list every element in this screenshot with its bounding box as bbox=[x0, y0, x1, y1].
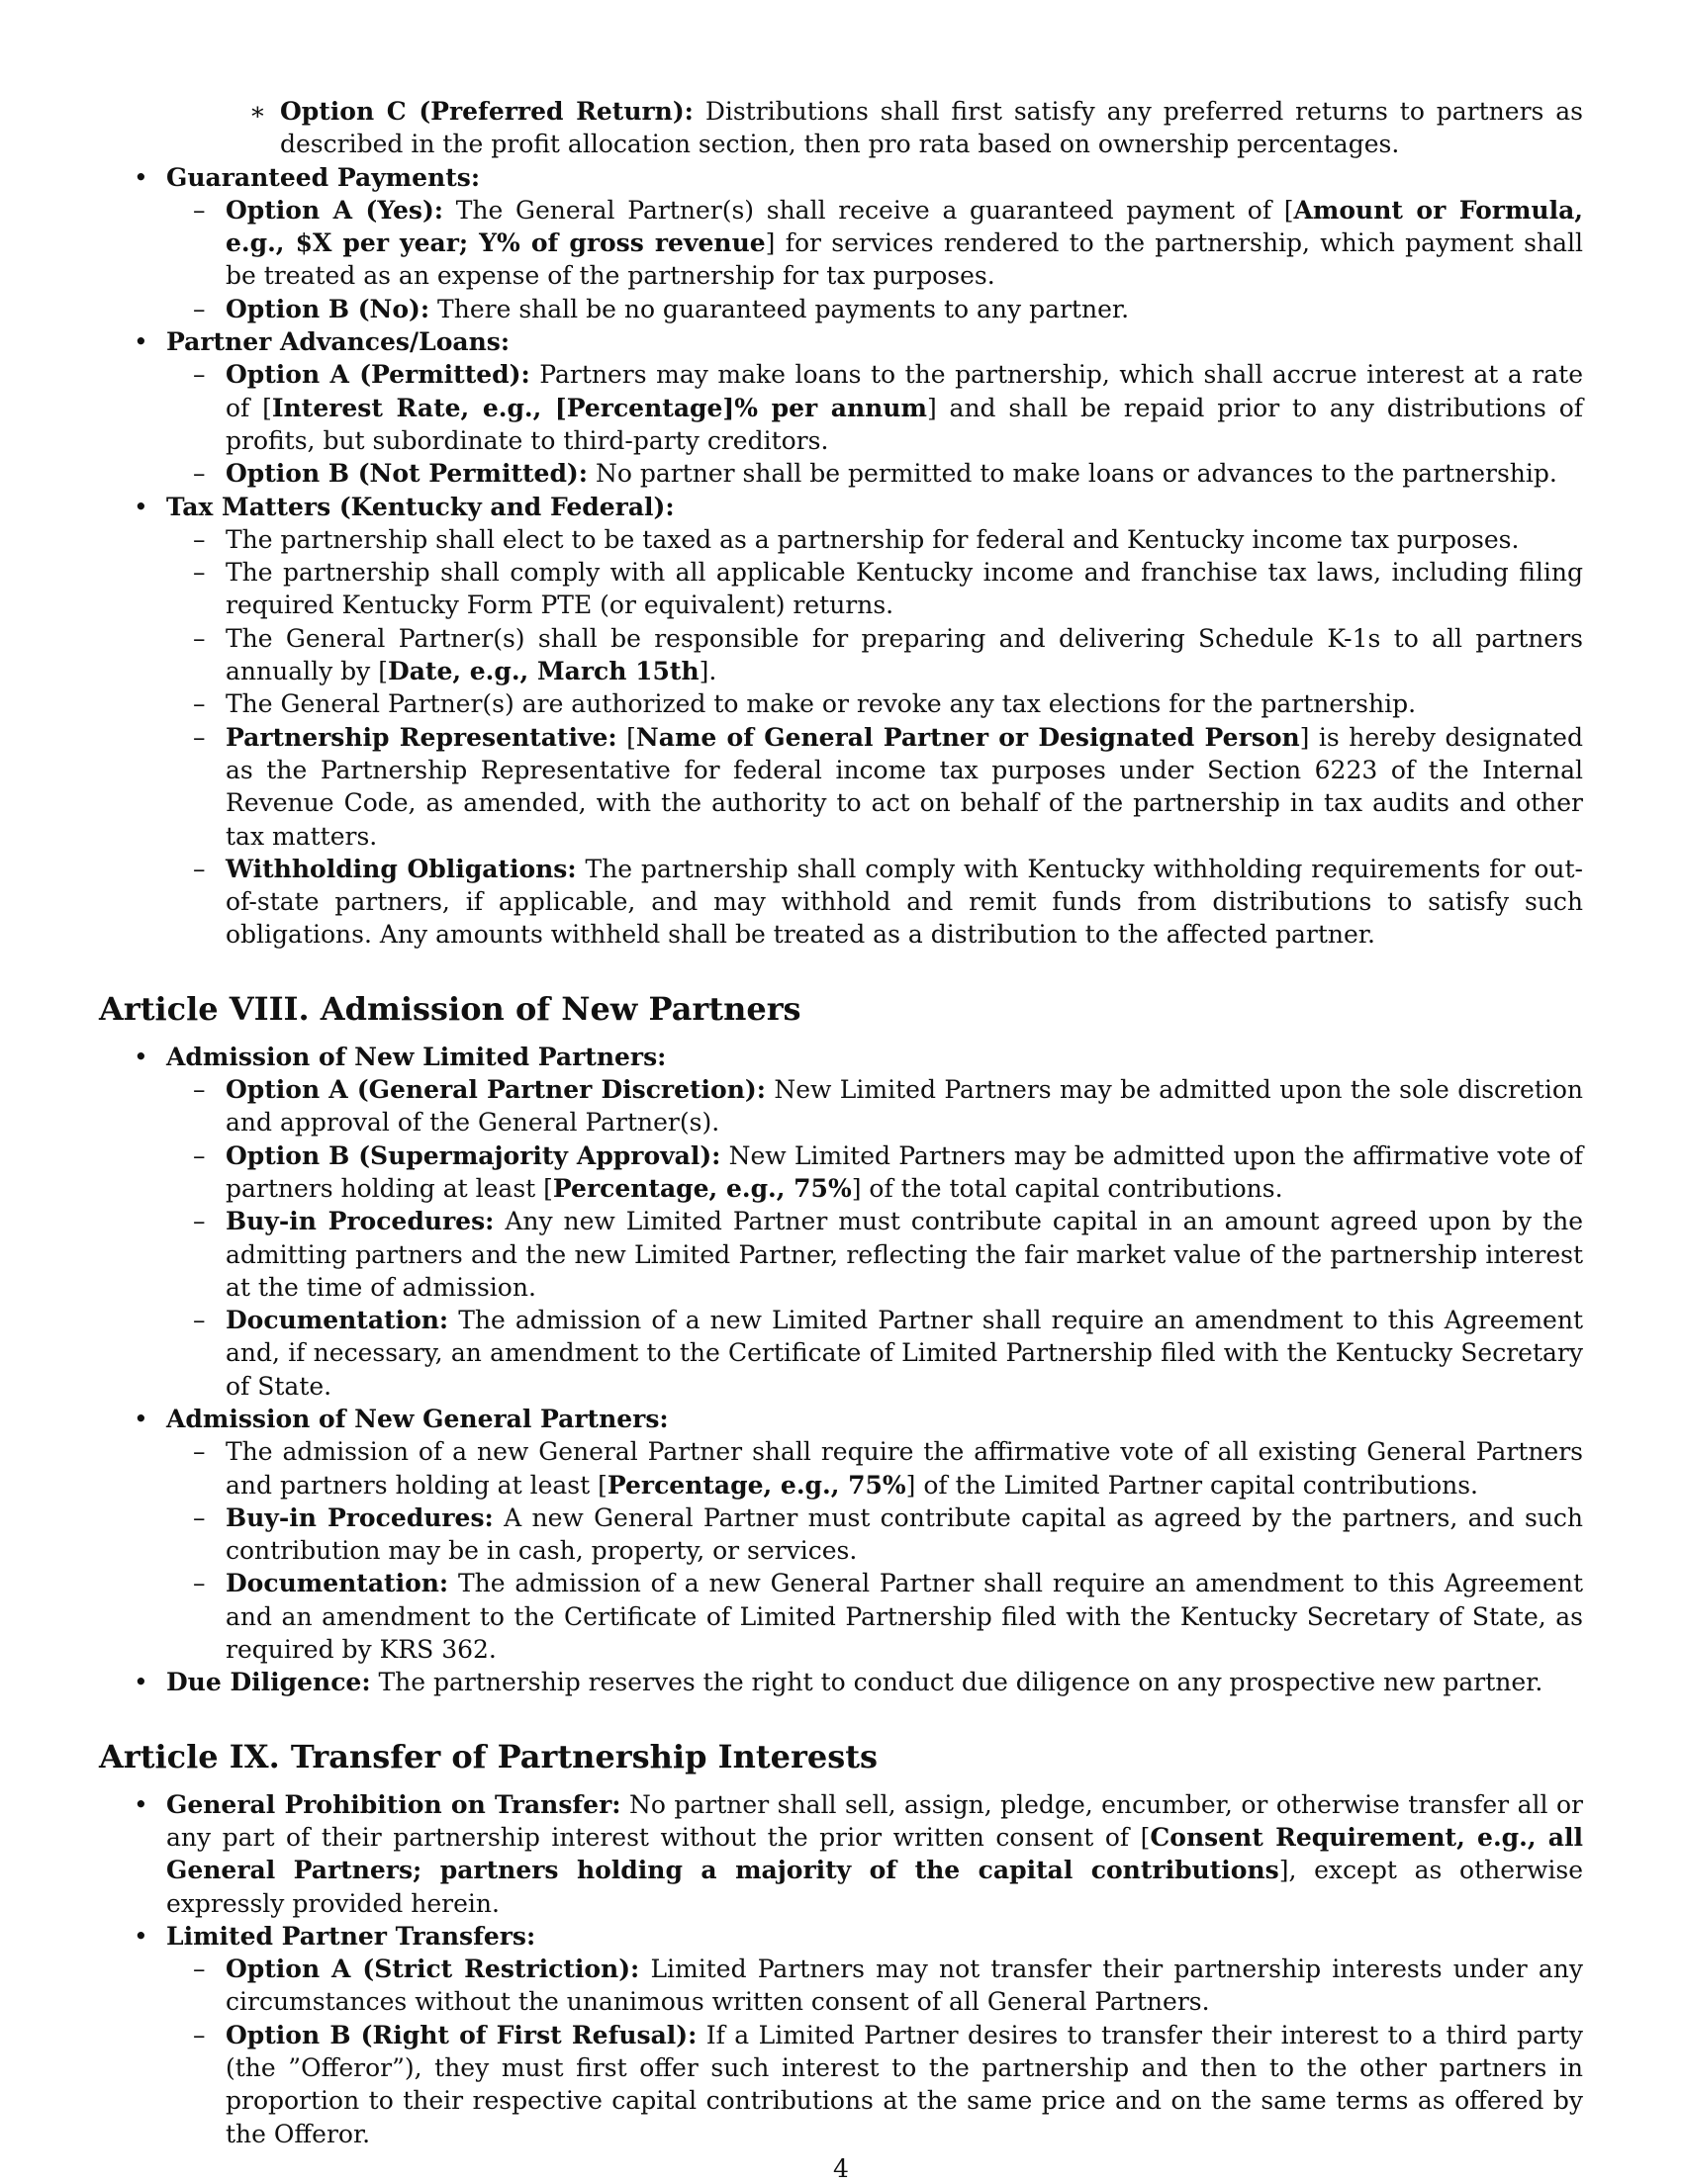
list-item bbox=[99, 1435, 1583, 1502]
list-item bbox=[99, 293, 1583, 325]
item-label: Partner Advances/Loans: bbox=[166, 327, 511, 357]
list-item bbox=[99, 721, 1583, 853]
item-text: [ bbox=[616, 722, 636, 752]
item-text: The partnership shall elect to be taxed as a partnership for federal and Kentucky income tax purposes. bbox=[226, 524, 1520, 554]
list-marker: • bbox=[134, 327, 148, 357]
list-item bbox=[99, 2019, 1583, 2150]
list-marker: – bbox=[193, 360, 206, 390]
list-item bbox=[99, 457, 1583, 490]
item-placeholder: Percentage, e.g., 75% bbox=[607, 1470, 906, 1500]
list-marker: – bbox=[193, 2020, 206, 2049]
item-text: New Limited Partners may be admitted upon the affirmative vote of partners holding at least [ bbox=[226, 1140, 1584, 1203]
list-item bbox=[99, 1953, 1583, 2019]
list-item bbox=[99, 1139, 1583, 1206]
list-item bbox=[99, 1788, 1583, 1920]
list-item bbox=[99, 1304, 1583, 1403]
item-text: Limited Partners may not transfer their partnership interests under any circumstances without the unanimous written consent of all General Partners. bbox=[226, 1955, 1583, 2017]
list-marker: • bbox=[134, 1042, 148, 1071]
item-label: Option C (Preferred Return): bbox=[280, 97, 694, 126]
list-item bbox=[99, 853, 1583, 952]
page-number: 4 bbox=[833, 2154, 849, 2183]
item-text-2: ] of the total capital contributions. bbox=[851, 1173, 1283, 1203]
item-placeholder: Name of General Partner or Designated Person bbox=[635, 722, 1300, 752]
list-marker: – bbox=[193, 1437, 206, 1467]
item-text: The partnership shall comply with Kentucky withholding requirements for out-of-state partners, if applicable, and may withhold and remit funds from distributions to satisfy such obligations. Any amounts withheld shall be treated as a distribution to the affected partner. bbox=[226, 854, 1583, 950]
item-placeholder: Consent Requirement, e.g., all General Partners; partners holding a majority of the capital contributions bbox=[166, 1822, 1583, 1885]
list-item bbox=[99, 358, 1583, 457]
item-label: Option A (Yes): bbox=[226, 195, 444, 225]
item-label: Admission of New General Partners: bbox=[166, 1404, 669, 1433]
item-text: The General Partner(s) are authorized to make or revoke any tax elections for the partnership. bbox=[226, 689, 1417, 719]
list-marker: • bbox=[134, 1921, 148, 1951]
list-item bbox=[99, 1920, 1583, 1953]
list-item bbox=[99, 1041, 1583, 1073]
item-label: Option A (Strict Restriction): bbox=[226, 1955, 640, 1984]
item-text: A new General Partner must contribute capital as agreed by the partners, and such contribution may be in cash, property, or services. bbox=[226, 1502, 1583, 1566]
list-item bbox=[99, 95, 1583, 161]
list-marker: – bbox=[193, 1569, 206, 1598]
list-item bbox=[99, 1073, 1583, 1139]
item-placeholder: Date, e.g., March 15th bbox=[388, 657, 700, 686]
document-page bbox=[99, 95, 1583, 2150]
list-item bbox=[99, 1666, 1583, 1698]
list-item bbox=[99, 1502, 1583, 1568]
list-item bbox=[99, 491, 1583, 523]
list-marker: • bbox=[134, 1668, 148, 1697]
item-text: The partnership shall comply with all applicable Kentucky income and franchise tax laws, including filing required Kentucky Form PTE (or equivalent) returns. bbox=[226, 558, 1583, 620]
item-label: Option B (Not Permitted): bbox=[226, 459, 588, 489]
item-label: Limited Partner Transfers: bbox=[166, 1921, 536, 1951]
item-text: The admission of a new General Partner shall require an amendment to this Agreement and an amendment to the Certificate of Limited Partnership filed with the Kentucky Secretary of State, as required by KRS 362. bbox=[226, 1569, 1583, 1665]
list-marker: • bbox=[134, 1404, 148, 1433]
list-item bbox=[99, 1567, 1583, 1666]
item-text: If a Limited Partner desires to transfer their interest to a third party (the ”Offeror”), they must first offer such interest to the partnership and then to the other partners in proportion to their respective capital contributions at the same price and on the same terms as offered by the Offeror. bbox=[226, 2020, 1583, 2148]
list-item bbox=[99, 161, 1583, 194]
list-item bbox=[99, 1403, 1583, 1435]
item-label: Option A (Permitted): bbox=[226, 360, 530, 390]
list-marker: – bbox=[193, 1502, 206, 1532]
list-item bbox=[99, 687, 1583, 720]
list-marker: – bbox=[193, 854, 206, 883]
item-text: New Limited Partners may be admitted upon the sole discretion and approval of the General Partner(s). bbox=[226, 1075, 1583, 1138]
item-label: Admission of New Limited Partners: bbox=[166, 1042, 667, 1071]
item-text-2: ]. bbox=[699, 657, 717, 686]
list-marker: – bbox=[193, 1207, 206, 1236]
list-item bbox=[99, 556, 1583, 622]
item-label: Option A (General Partner Discretion): bbox=[226, 1075, 766, 1105]
list-marker: – bbox=[193, 1140, 206, 1170]
list-item bbox=[99, 194, 1583, 293]
item-text-2: ] for services rendered to the partnership, which payment shall be treated as an expense of the partnership for tax purposes. bbox=[226, 228, 1583, 291]
list-marker: – bbox=[193, 558, 206, 588]
item-label: Documentation: bbox=[226, 1306, 449, 1335]
item-text: There shall be no guaranteed payments to any partner. bbox=[429, 294, 1130, 323]
list-marker: – bbox=[193, 1075, 206, 1105]
item-text-2: ], except as otherwise expressly provided herein. bbox=[166, 1856, 1584, 1918]
item-label: Option B (No): bbox=[226, 294, 430, 323]
item-text: Any new Limited Partner must contribute capital in an amount agreed upon by the admitting partners and the new Limited Partner, reflecting the fair market value of the partnership interest at the time of admission. bbox=[226, 1207, 1583, 1302]
item-text-2: ] of the Limited Partner capital contributions. bbox=[905, 1470, 1479, 1500]
list-marker: • bbox=[134, 492, 148, 521]
item-label: Option B (Right of First Refusal): bbox=[226, 2020, 698, 2049]
item-text: Partners may make loans to the partnership, which shall accrue interest at a rate of [ bbox=[226, 360, 1583, 422]
list-item bbox=[99, 325, 1583, 358]
item-text: The General Partner(s) shall receive a guaranteed payment of [ bbox=[443, 195, 1294, 225]
item-label: Buy-in Procedures: bbox=[226, 1207, 495, 1236]
article-heading: Article VIII. Admission of New Partners bbox=[99, 989, 801, 1028]
list-marker: – bbox=[193, 195, 206, 225]
item-text-2: ] is hereby designated as the Partnership Representative for federal income tax purposes under Section 6223 of the Internal Revenue Code, as amended, with the authority to act on behalf of the partnership in tax audits and other tax matters. bbox=[226, 722, 1583, 851]
item-label: Guaranteed Payments: bbox=[166, 162, 481, 192]
list-marker: ∗ bbox=[249, 97, 266, 126]
item-label: Due Diligence: bbox=[166, 1668, 371, 1697]
list-marker: – bbox=[193, 524, 206, 554]
list-marker: • bbox=[134, 162, 148, 192]
item-text-2: ] and shall be repaid prior to any distributions of profits, but subordinate to third-party creditors. bbox=[226, 393, 1583, 455]
item-label: General Prohibition on Transfer: bbox=[166, 1789, 621, 1819]
item-text: The admission of a new Limited Partner shall require an amendment to this Agreement and, if necessary, an amendment to the Certificate of Limited Partnership filed with the Kentucky Secretary of State. bbox=[226, 1306, 1583, 1401]
item-label: Withholding Obligations: bbox=[226, 854, 577, 883]
list-item bbox=[99, 622, 1583, 688]
item-text: The General Partner(s) shall be responsible for preparing and delivering Schedule K-1s to all partners annually by [ bbox=[226, 623, 1583, 686]
list-marker: – bbox=[193, 722, 206, 752]
list-marker: – bbox=[193, 689, 206, 719]
list-marker: – bbox=[193, 459, 206, 489]
list-marker: – bbox=[193, 1955, 206, 1984]
item-label: Documentation: bbox=[226, 1569, 449, 1598]
article-heading: Article IX. Transfer of Partnership Interests bbox=[99, 1737, 878, 1775]
item-text: The admission of a new General Partner shall require the affirmative vote of all existing General Partners and partners holding at least [ bbox=[226, 1437, 1583, 1500]
item-text: No partner shall be permitted to make loans or advances to the partnership. bbox=[588, 459, 1557, 489]
item-text: Distributions shall first satisfy any preferred returns to partners as described in the profit allocation section, then pro rata based on ownership percentages. bbox=[280, 97, 1583, 159]
list-item bbox=[99, 1205, 1583, 1304]
item-placeholder: Percentage, e.g., 75% bbox=[552, 1173, 852, 1203]
list-marker: • bbox=[134, 1789, 148, 1819]
item-label: Option B (Supermajority Approval): bbox=[226, 1140, 721, 1170]
item-placeholder: Amount or Formula, e.g., $X per year; Y% of gross revenue bbox=[226, 195, 1583, 258]
list-marker: – bbox=[193, 623, 206, 653]
item-label: Buy-in Procedures: bbox=[226, 1502, 494, 1532]
item-text: The partnership reserves the right to conduct due diligence on any prospective new partner. bbox=[370, 1668, 1543, 1697]
list-item bbox=[99, 523, 1583, 556]
list-marker: – bbox=[193, 1306, 206, 1335]
list-marker: – bbox=[193, 294, 206, 323]
item-text: No partner shall sell, assign, pledge, encumber, or otherwise transfer all or any part of their partnership interest without the prior written consent of [ bbox=[166, 1789, 1584, 1852]
item-placeholder: Interest Rate, e.g., [Percentage]% per annum bbox=[271, 393, 927, 422]
item-label: Partnership Representative: bbox=[226, 722, 617, 752]
item-label: Tax Matters (Kentucky and Federal): bbox=[166, 492, 675, 521]
